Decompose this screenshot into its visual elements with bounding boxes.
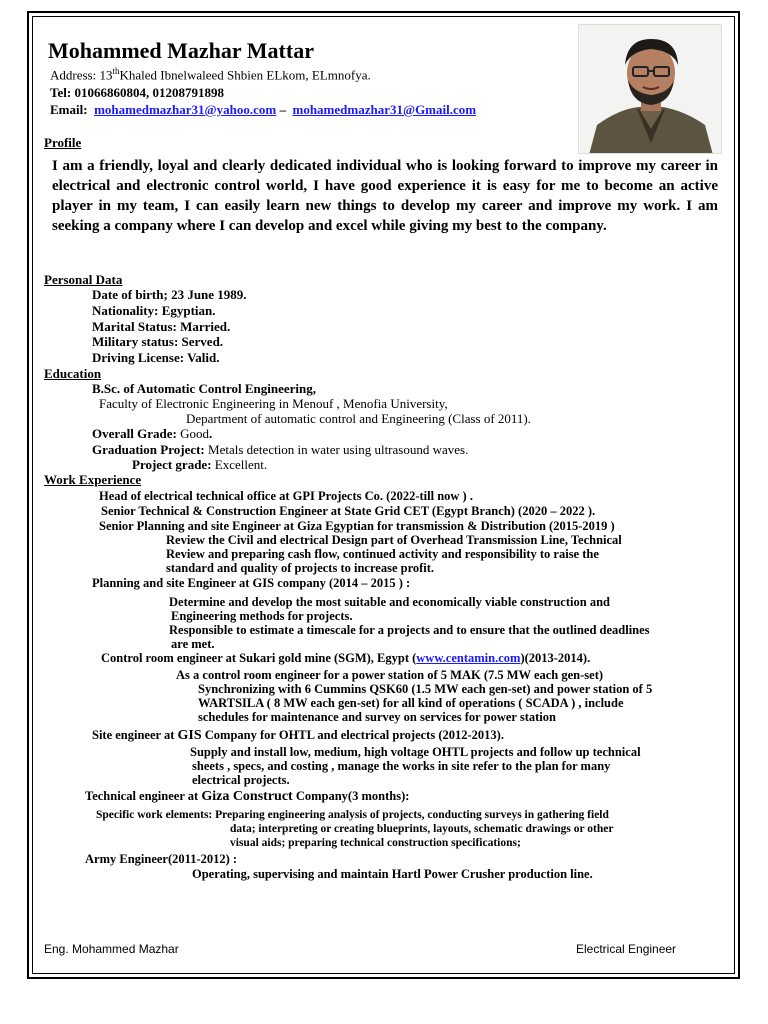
degree: B.Sc. of Automatic Control Engineering, <box>92 381 317 396</box>
candidate-name: Mohammed Mazhar Mattar <box>48 38 314 63</box>
job-giza-construct <box>85 789 409 805</box>
portrait-image <box>579 25 722 154</box>
job-gis-planning-desc-1: Determine and develop the most suitable and economically viable construction and <box>169 595 610 609</box>
job-army: Army Engineer(2011-2012) : <box>85 852 238 866</box>
job-giza-construct-post: Company(3 months): <box>295 789 410 803</box>
job-gis-planning-desc-3: Responsible to estimate a timescale for a projects and to ensure that the outlined deadlines <box>169 623 650 637</box>
job-sukari-title: Control room engineer at Sukari gold mine (SGM), Egypt ( <box>101 651 417 665</box>
education-heading: Education <box>44 366 102 381</box>
email-line <box>50 102 476 118</box>
job-giza-construct-desc-2: data; interpreting or creating blueprints, layouts, schematic drawings or other <box>230 823 614 835</box>
job-giza-construct-desc-1: Specific work elements: Preparing engineering analysis of projects, conducting surveys in gathering field <box>96 809 609 821</box>
address-line <box>50 66 371 83</box>
project-grade-value: Excellent. <box>214 457 268 472</box>
overall-grade-value: Good <box>180 426 209 441</box>
job-giza-egyptian-desc-1: Review the Civil and electrical Design part of Overhead Transmission Line, Technical <box>166 533 622 547</box>
job-gis-site-desc-3: electrical projects. <box>192 773 290 787</box>
job-gpi: Head of electrical technical office at GPI Projects Co. (2022-till now ) . <box>99 489 473 503</box>
project-grade <box>132 457 267 473</box>
profile-photo <box>578 24 722 154</box>
job-gis-planning: Planning and site Engineer at GIS company (2014 – 2015 ) : <box>92 576 411 590</box>
graduation-project-label: Graduation Project: <box>92 442 205 457</box>
job-gis-site-desc-1: Supply and install low, medium, high voltage OHTL projects and follow up technical <box>190 745 641 759</box>
driving-license: Driving License: Valid. <box>92 350 220 365</box>
job-giza-construct-pre: Technical engineer at <box>85 789 199 803</box>
date-of-birth: Date of birth; 23 June 1989. <box>92 287 247 302</box>
profile-heading: Profile <box>44 135 82 150</box>
address-sup: th <box>112 66 120 76</box>
job-sukari-desc-2: Synchronizing with 6 Cummins QSK60 (1.5 MW each gen-set) and power station of 5 <box>198 682 653 696</box>
work-experience-heading: Work Experience <box>44 472 142 487</box>
personal-data-heading: Personal Data <box>44 272 123 287</box>
job-gis-site-post: Company for OHTL and electrical projects (2012-2013). <box>204 728 504 742</box>
telephone: Tel: 01066860804, 01208791898 <box>50 85 224 100</box>
email-label: Email: <box>50 102 88 117</box>
job-sukari-dates: )(2013-2014). <box>520 651 591 665</box>
address-prefix: Address: 13 <box>50 67 113 83</box>
job-gis-planning-desc-4: are met. <box>171 637 215 651</box>
job-sukari-desc-1: As a control room engineer for a power station of 5 MAK (7.5 MW each gen-set) <box>176 668 604 682</box>
job-giza-construct-desc-3: visual aids; preparing technical construction specifications; <box>230 837 521 849</box>
centamin-link[interactable]: www.centamin.com <box>416 651 521 665</box>
marital-status: Marital Status: Married. <box>92 319 231 334</box>
job-sukari <box>101 651 590 666</box>
email-yahoo-link[interactable]: mohamedmazhar31@yahoo.com <box>94 102 277 117</box>
project-grade-label: Project grade: <box>132 457 212 472</box>
job-gis-site-company: GIS <box>177 728 202 743</box>
job-gis-site-pre: Site engineer at <box>92 728 175 742</box>
footer-name: Eng. Mohammed Mazhar <box>44 942 179 956</box>
overall-grade-label: Overall Grade: <box>92 426 177 441</box>
footer-title: Electrical Engineer <box>576 942 677 956</box>
job-sukari-desc-4: schedules for maintenance and survey on services for power station <box>198 710 556 724</box>
department: Department of automatic control and Engineering (Class of 2011). <box>186 411 532 426</box>
email-separator: – <box>279 102 286 117</box>
job-giza-construct-company: Giza Construct <box>201 789 293 804</box>
job-giza-egyptian-desc-3: standard and quality of projects to increase profit. <box>166 561 435 575</box>
job-sukari-desc-3: WARTSILA ( 8 MW each gen-set) for all kind of operations ( SCADA ) , include <box>198 696 624 710</box>
overall-grade <box>92 426 212 442</box>
profile-text: I am a friendly, loyal and clearly dedicated individual who is looking forward to improve my career in electrical and electronic control world, I have good experience it is easy for me to become an active player in my team, I can easily learn new things to develop my career and improve my work. I am seeking a company where I can develop and excel while giving my best to the company. <box>52 158 718 234</box>
job-army-desc-1: Operating, supervising and maintain Hartl Power Crusher production line. <box>192 867 593 881</box>
address-rest: Khaled Ibnelwaleed Shbien ELkom, ELmnofya. <box>119 67 371 83</box>
job-gis-site-desc-2: sheets , specs, and costing , manage the works in site refer to the plan for many <box>192 759 611 773</box>
graduation-project-value: Metals detection in water using ultrasound waves. <box>208 442 469 457</box>
job-gis-site <box>92 728 504 744</box>
job-giza-egyptian: Senior Planning and site Engineer at Giza Egyptian for transmission & Distribution (2015-2019 ) <box>99 519 615 533</box>
job-gis-planning-desc-2: Engineering methods for projects. <box>171 609 353 623</box>
overall-grade-dot: . <box>208 426 213 441</box>
graduation-project <box>92 442 468 458</box>
military-status: Military status: Served. <box>92 334 224 349</box>
job-cet: Senior Technical & Construction Engineer at State Grid CET (Egypt Branch) (2020 – 2022 ). <box>101 504 596 518</box>
email-gmail-link[interactable]: mohamedmazhar31@Gmail.com <box>292 102 477 117</box>
faculty: Faculty of Electronic Engineering in Menouf , Menofia University, <box>99 396 448 411</box>
job-giza-egyptian-desc-2: Review and preparing cash flow, continued activity and responsibility to raise the <box>166 547 599 561</box>
nationality: Nationality: Egyptian. <box>92 303 216 318</box>
